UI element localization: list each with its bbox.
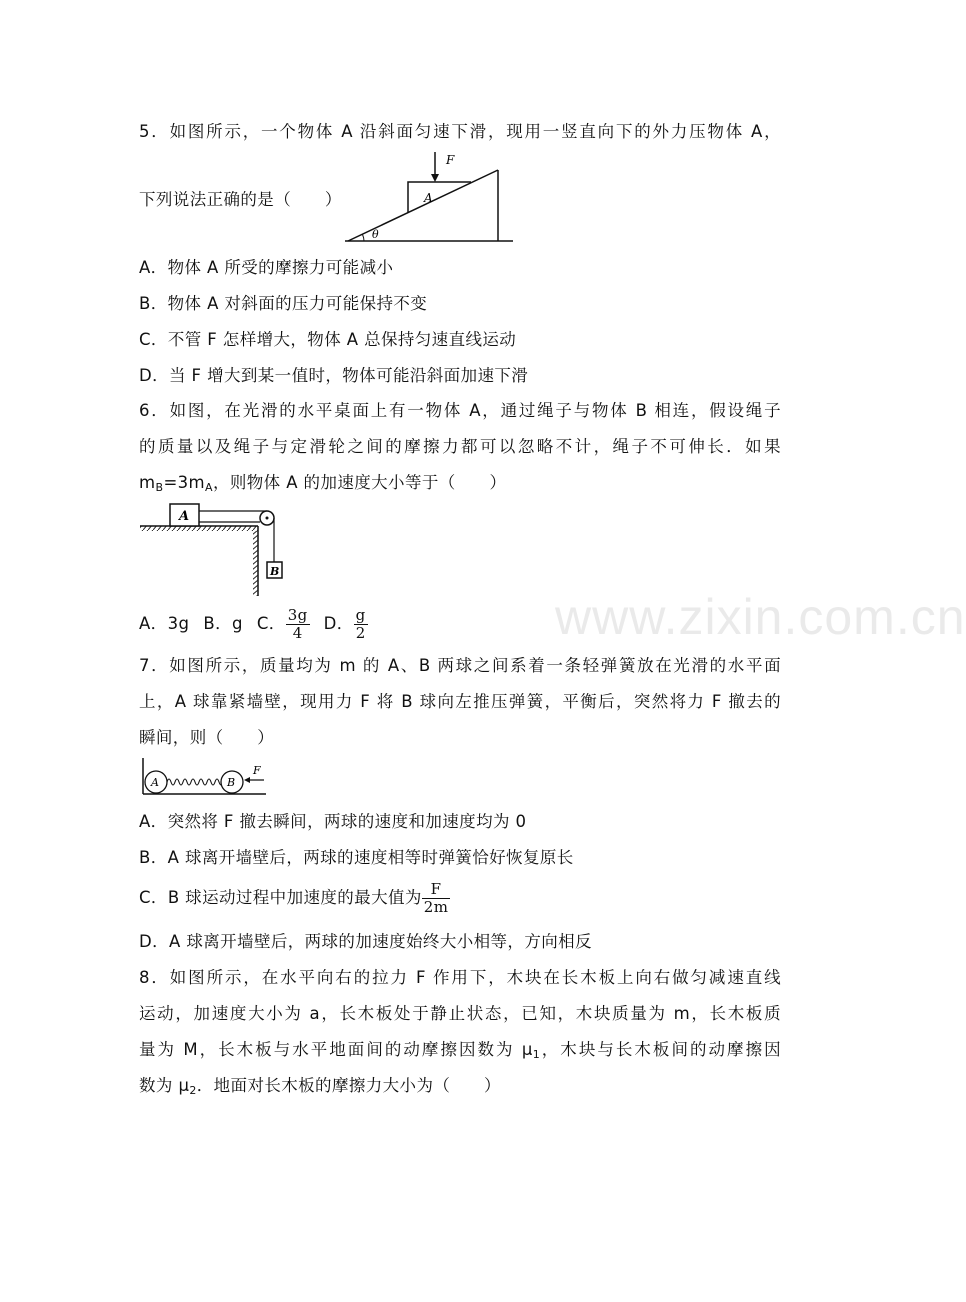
q5-incline-surface: [348, 170, 498, 241]
q5-angle-arc: [363, 235, 365, 242]
q8-stem-line4: [139, 1072, 501, 1097]
q7-stem-line3: 瞬间，则（ ）: [139, 728, 275, 747]
q5-option-a: A．物体 A 所受的摩擦力可能减小: [139, 258, 394, 277]
q6-option-d-fraction: [354, 607, 368, 642]
q6-stem-line1: 6．如图，在光滑的水平桌面上有一物体 A，通过绳子与物体 B 相连，假设绳子: [139, 401, 781, 420]
q8-stem-line3: [139, 1036, 781, 1061]
q5-block-label: A: [424, 191, 433, 205]
q6-options: [139, 604, 382, 644]
q7-spring: [167, 779, 223, 785]
q7-option-c-fraction: [422, 881, 451, 916]
q7-option-a: A．突然将 F 撤去瞬间，两球的速度和加速度均为 0: [139, 812, 527, 831]
q6-pulley-axle: [266, 517, 269, 520]
q7-stem-line1: 7．如图所示，质量均为 m 的 A、B 两球之间系着一条轻弹簧放在光滑的水平面: [139, 656, 781, 675]
q7-option-b: B．A 球离开墙壁后，两球的速度相等时弹簧恰好恢复原长: [139, 848, 574, 867]
q5-angle-label: θ: [372, 228, 379, 241]
q5-stem-line2: 下列说法正确的是（ ）: [139, 190, 342, 209]
q5-incline-figure: [340, 150, 515, 245]
q8-stem-line1: 8．如图所示，在水平向右的拉力 F 作用下，木块在长木板上向右做匀减速直线: [139, 968, 781, 987]
q8-stem-line3-pre: 量为 M，长木板与水平地面间的动摩擦因数为 μ: [139, 1040, 533, 1059]
q7-option-c: [139, 876, 450, 920]
q6-option-a: A．3g: [139, 614, 190, 633]
q7-option-c-text: C．B 球运动过程中加速度的最大值为: [139, 888, 422, 907]
q6-stem-line3: [139, 469, 506, 494]
q6-option-d-numerator: g: [355, 606, 366, 624]
q6-block-b-label: B: [270, 565, 280, 578]
q6-mass-b-symbol: m: [139, 473, 156, 492]
q7-stem-line2: 上，A 球靠紧墙壁，现用力 F 将 B 球向左推压弹簧，平衡后，突然将力 F 撤去的: [139, 692, 781, 711]
q6-stem-question: ，则物体 A 的加速度大小等于（ ）: [212, 473, 507, 492]
q6-option-c-fraction: [286, 607, 310, 642]
q6-option-d-denominator: 2: [355, 624, 366, 642]
q6-mass-b-subscript: B: [155, 481, 164, 494]
q6-option-d-prefix: D．: [323, 614, 354, 633]
q8-mu2-subscript: 2: [189, 1084, 197, 1097]
q6-stem-line2: 的质量以及绳子与定滑轮之间的摩擦力都可以忽略不计，绳子不可伸长．如果: [139, 437, 781, 456]
q6-mass-relation: =3m: [163, 473, 206, 492]
q6-option-b: B．g: [203, 614, 243, 633]
q6-mass-a-subscript: A: [205, 481, 213, 494]
q8-stem-line4-pre: 数为 μ: [139, 1076, 190, 1095]
q8-mu1-subscript: 1: [532, 1048, 541, 1061]
q7-force-arrowhead: [244, 777, 250, 783]
q6-option-c: [257, 604, 310, 644]
q7-ball-b-label: B: [227, 776, 236, 789]
q6-table-edge-hatching: [253, 531, 258, 596]
q5-option-d: D．当 F 增大到某一值时，物体可能沿斜面加速下滑: [139, 366, 529, 385]
watermark: www.zixin.com.cn: [555, 589, 966, 645]
q7-option-c-numerator: F: [422, 881, 451, 899]
q6-option-c-prefix: C．: [256, 614, 286, 633]
q7-option-c-denominator: 2m: [423, 898, 449, 916]
q6-block-a-label: A: [179, 509, 190, 524]
q6-option-d: [324, 604, 368, 644]
q7-spring-figure: [140, 756, 270, 798]
q5-force-label: F: [446, 153, 455, 167]
q7-force-label: F: [253, 764, 261, 777]
q5-option-c: C．不管 F 怎样增大，物体 A 总保持匀速直线运动: [139, 330, 517, 349]
q5-force-arrowhead: [431, 174, 439, 182]
q6-pulley-figure: [138, 500, 288, 598]
q8-stem-line4-post: ．地面对长木板的摩擦力大小为（ ）: [196, 1076, 501, 1095]
q8-stem-line3-post: ，木块与长木板间的动摩擦因: [540, 1040, 781, 1059]
q7-ball-a-label: A: [151, 776, 159, 789]
q5-option-b: B．物体 A 对斜面的压力可能保持不变: [139, 294, 428, 313]
q6-option-c-denominator: 4: [292, 624, 303, 642]
q5-stem-line1: 5．如图所示，一个物体 A 沿斜面匀速下滑，现用一竖直向下的外力压物体 A，: [139, 122, 781, 141]
q7-option-d: D．A 球离开墙壁后，两球的加速度始终大小相等，方向相反: [139, 932, 592, 951]
q6-option-c-numerator: 3g: [287, 606, 308, 624]
q8-stem-line2: 运动，加速度大小为 a，长木板处于静止状态，已知，木块质量为 m，长木板质: [139, 1004, 781, 1023]
